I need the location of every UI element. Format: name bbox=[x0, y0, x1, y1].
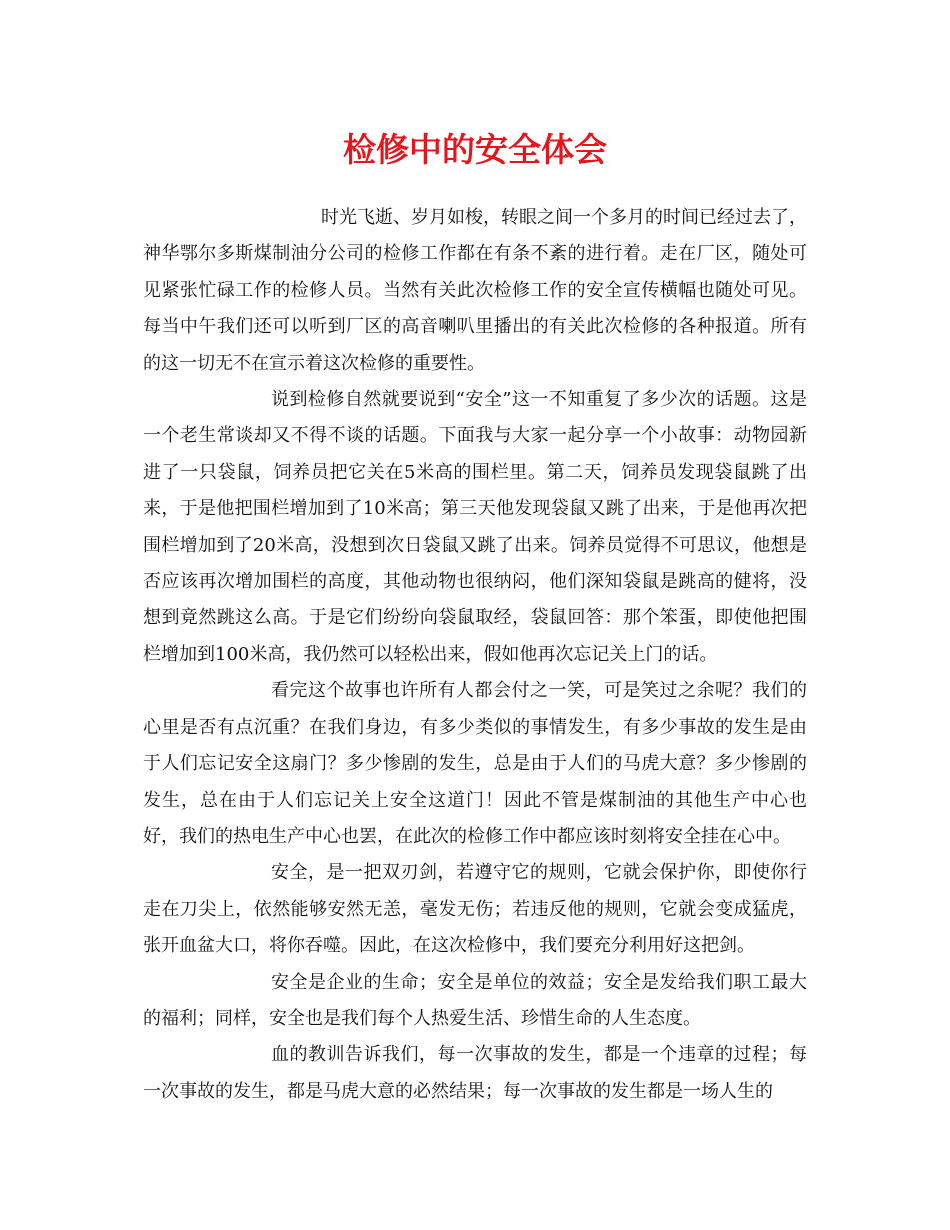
paragraph-6: 血的教训告诉我们，每一次事故的发生，都是一个违章的过程；每一次事故的发生，都是马虎大意的必然结果；每一次事故的发生都是一场人生的 bbox=[143, 1044, 807, 1102]
document-body bbox=[143, 200, 807, 1110]
paragraph-1: 时光飞逝、岁月如梭，转眼之间一个多月的时间已经过去了，神华鄂尔多斯煤制油分公司的检修工作都在有条不紊的进行着。走在厂区，随处可见紧张忙碌工作的检修人员。当然有关此次检修工作的安全宣传横幅也随处可见。每当中午我们还可以听到厂区的高音喇叭里播出的有关此次检修的各种报道。所有的这一切无不在宣示着这次检修的重要性。 bbox=[143, 207, 807, 374]
paragraph-3: 看完这个故事也许所有人都会付之一笑，可是笑过之余呢？我们的心里是否有点沉重？在我们身边，有多少类似的事情发生，有多少事故的发生是由于人们忘记安全这扇门？多少惨剧的发生，总是由于人们的马虎大意？多少惨剧的发生，总在由于人们忘记关上安全这道门！因此不管是煤制油的其他生产中心也好，我们的热电生产中心也罢，在此次的检修工作中都应该时刻将安全挂在心中。 bbox=[143, 680, 807, 847]
paragraph-2: 说到检修自然就要说到“安全”这一不知重复了多少次的话题。这是一个老生常谈却又不得不谈的话题。下面我与大家一起分享一个小故事：动物园新进了一只袋鼠，饲养员把它关在5米高的围栏里。第二天，饲养员发现袋鼠跳了出来，于是他把围栏增加到了10米高；第三天他发现袋鼠又跳了出来，于是他再次把围栏增加到了20米高，没想到次日袋鼠又跳了出来。饲养员觉得不可思议，他想是否应该再次增加围栏的高度，其他动物也很纳闷，他们深知袋鼠是跳高的健将，没想到竟然跳这么高。于是它们纷纷向袋鼠取经，袋鼠回答：那个笨蛋，即使他把围栏增加到100米高，我仍然可以轻松出来，假如他再次忘记关上门的话。 bbox=[143, 389, 807, 665]
paragraph-4: 安全，是一把双刃剑，若遵守它的规则，它就会保护你，即使你行走在刀尖上，依然能够安然无恙，毫发无伤；若违反他的规则，它就会变成猛虎，张开血盆大口，将你吞噬。因此，在这次检修中，我们要充分利用好这把剑。 bbox=[143, 862, 807, 957]
paragraph-5: 安全是企业的生命；安全是单位的效益；安全是发给我们职工最大的福利；同样，安全也是我们每个人热爱生活、珍惜生命的人生态度。 bbox=[143, 971, 807, 1029]
document-title: 检修中的安全体会 bbox=[343, 130, 607, 169]
